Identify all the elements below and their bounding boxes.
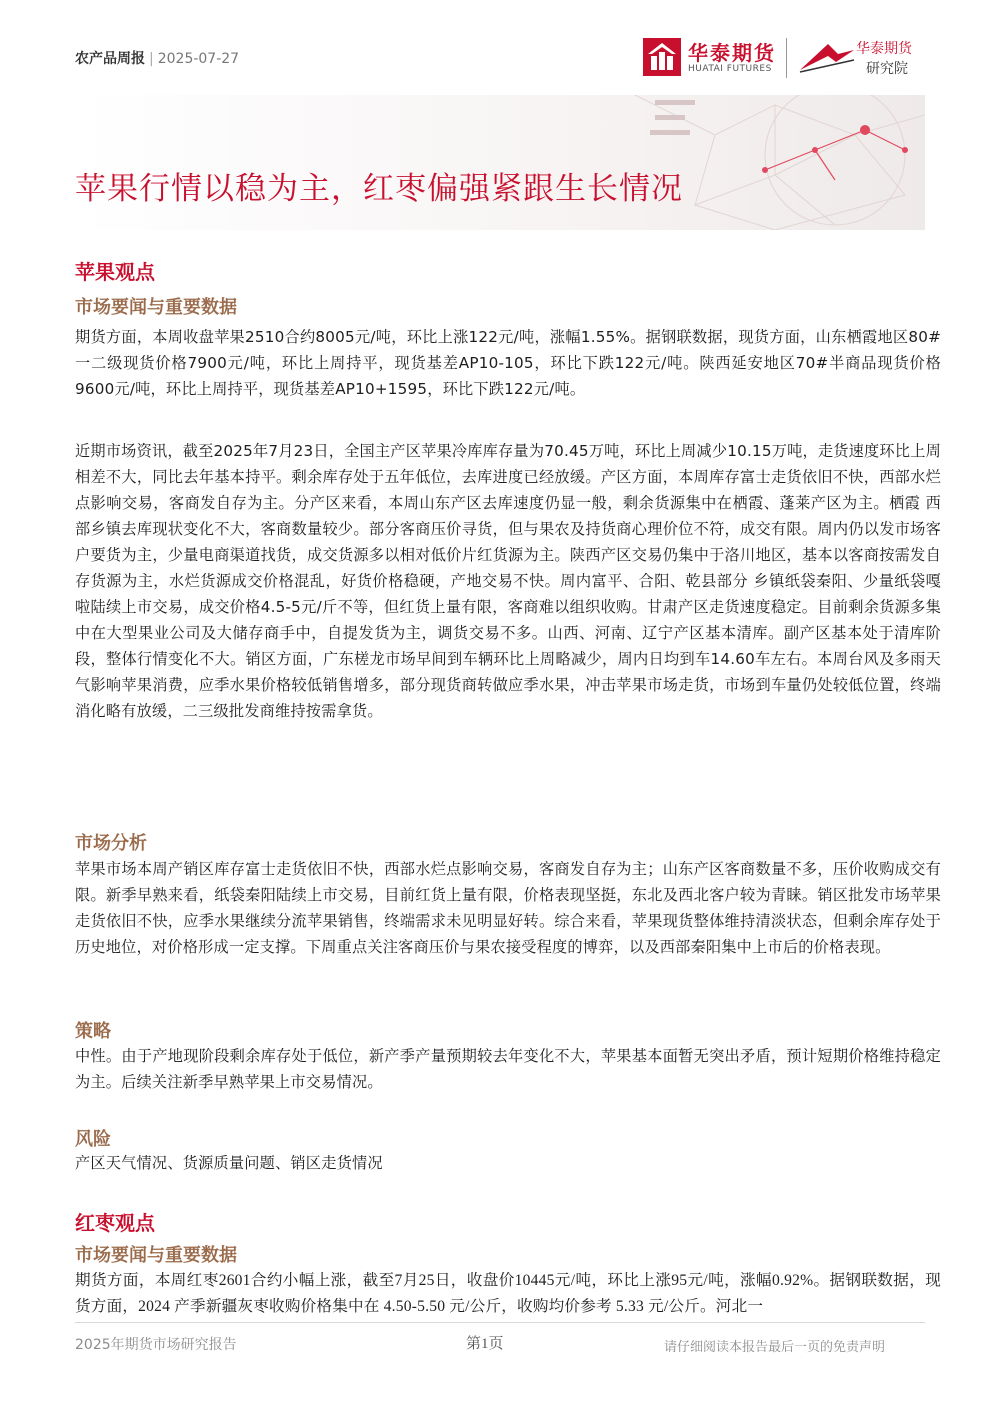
research-institute-logo-icon xyxy=(798,40,856,74)
jujube-news-paragraph-1: 期货方面，本周红枣2601合约小幅上涨，截至7月25日，收盘价10445元/吨，环比上涨95元/吨，涨幅0.92%。据钢联数据，现货方面，2024 产季新疆灰枣收购价格集中在 4.50-5.50 元/公斤，收购均价参考 5.33 元/公斤。河北一 xyxy=(75,1272,941,1315)
institute-name-line2: 研究院 xyxy=(866,61,908,77)
report-header xyxy=(75,48,239,68)
header-separator: | xyxy=(149,51,154,67)
page-number: 第1页 xyxy=(466,1336,504,1352)
apple-news-heading: 市场要闻与重要数据 xyxy=(75,297,237,318)
jujube-heading: 红枣观点 xyxy=(75,1211,155,1235)
apple-news-paragraph-1: 期货方面，本周收盘苹果2510合约8005元/吨，环比上涨122元/吨，涨幅1.55%。据钢联数据，现货方面，山东栖霞地区80#一二级现货价格7900元/吨，环比上周持平，现货基差AP10-105，环比下跌122元/吨。陕西延安地区70#半商品现货价格9600元/吨，环比上周持平，现货基差AP10+1595，环比下跌122元/吨。 xyxy=(75,328,941,398)
brand-name-en: HUATAI FUTURES xyxy=(688,64,772,74)
apple-risk-paragraph: 产区天气情况、货源质量问题、销区走货情况 xyxy=(75,1154,383,1172)
report-kind: 农产品周报 xyxy=(75,51,145,67)
logo-divider xyxy=(786,38,787,78)
apple-analysis-paragraph: 苹果市场本周产销区库存富士走货依旧不快，西部水烂点影响交易，客商发自存为主；山东产区客商数量不多，压价收购成交有限。新季早熟来看，纸袋秦阳陆续上市交易，目前红货上量有限，价格表现坚挺，东北及西北客户较为青睐。销区批发市场苹果走货依旧不快，应季水果继续分流苹果销售，终端需求未见明显好转。综合来看，苹果现货整体维持清淡状态，但剩余库存处于历史地位，对价格形成一定支撑。下周重点关注客商压价与果农接受程度的博弈，以及西部秦阳集中上市后的价格表现。 xyxy=(75,860,941,956)
apple-analysis-heading: 市场分析 xyxy=(75,833,147,854)
page-title: 苹果行情以稳为主，红枣偏强紧跟生长情况 xyxy=(75,171,683,207)
institute-name-line1: 华泰期货 xyxy=(856,41,912,57)
apple-strategy-heading: 策略 xyxy=(75,1021,111,1042)
footer-report-name: 2025年期货市场研究报告 xyxy=(75,1337,237,1353)
footer-disclaimer-note: 请仔细阅读本报告最后一页的免责声明 xyxy=(664,1340,886,1355)
apple-strategy-paragraph: 中性。由于产地现阶段剩余库存处于低位，新产季产量预期较去年变化不大，苹果基本面暂无突出矛盾，预计短期价格维持稳定为主。后续关注新季早熟苹果上市交易情况。 xyxy=(75,1047,941,1091)
footer-divider xyxy=(75,1322,925,1323)
apple-risk-heading: 风险 xyxy=(75,1129,111,1150)
report-date: 2025-07-27 xyxy=(157,51,240,67)
jujube-news-heading: 市场要闻与重要数据 xyxy=(75,1245,237,1266)
apple-heading: 苹果观点 xyxy=(75,260,155,284)
brand-name-cn: 华泰期货 xyxy=(688,41,776,65)
apple-news-paragraph-2: 近期市场资讯，截至2025年7月23日，全国主产区苹果冷库库存量为70.45万吨，环比上周减少10.15万吨，走货速度环比上周相差不大，同比去年基本持平。剩余库存处于五年低位，去库进度已经放缓。产区方面，本周库存富士走货依旧不快，西部水烂点影响交易，客商发自存为主。分产区来看，本周山东产区去库速度仍显一般，剩余货源集中在栖霞、蓬莱产区为主。栖霞 西部乡镇去库现状变化不大，客商数量较少。部分客商压价寻货，但与果农及持货商心理价位不符，成交有限。周内仍以发市场客户要货为主，少量电商渠道找货，成交货源多以相对低价片红货源为主。陕西产区交易仍集中于洛川地区，基本以客商按需发自存货源为主，水烂货源成交价格混乱，好货价格稳硬，产地交易不快。周内富平、合阳、乾县部分 乡镇纸袋秦阳、少量纸袋嘎啦陆续上市交易，成交价格4.5-5元/斤不等，但红货上量有限，客商难以组织收购。甘肃产区走货速度稳定。目前剩余货源多集中在大型果业公司及大储存商手中，自提发货为主，调货交易不多。山西、河南、辽宁产区基本清库。副产区基本处于清库阶段，整体行情变化不大。销区方面，广东槎龙市场早间到车辆环比上周略减少，周内日均到车14.60车左右。本周台风及多雨天气影响苹果消费，应季水果价格较低销售增多，部分现货商转做应季水果，冲击苹果市场走货，市场到车量仍处较低位置，终端消化略有放缓，二三级批发商维持按需拿货。 xyxy=(75,442,941,720)
huatai-logo-icon xyxy=(643,38,681,76)
